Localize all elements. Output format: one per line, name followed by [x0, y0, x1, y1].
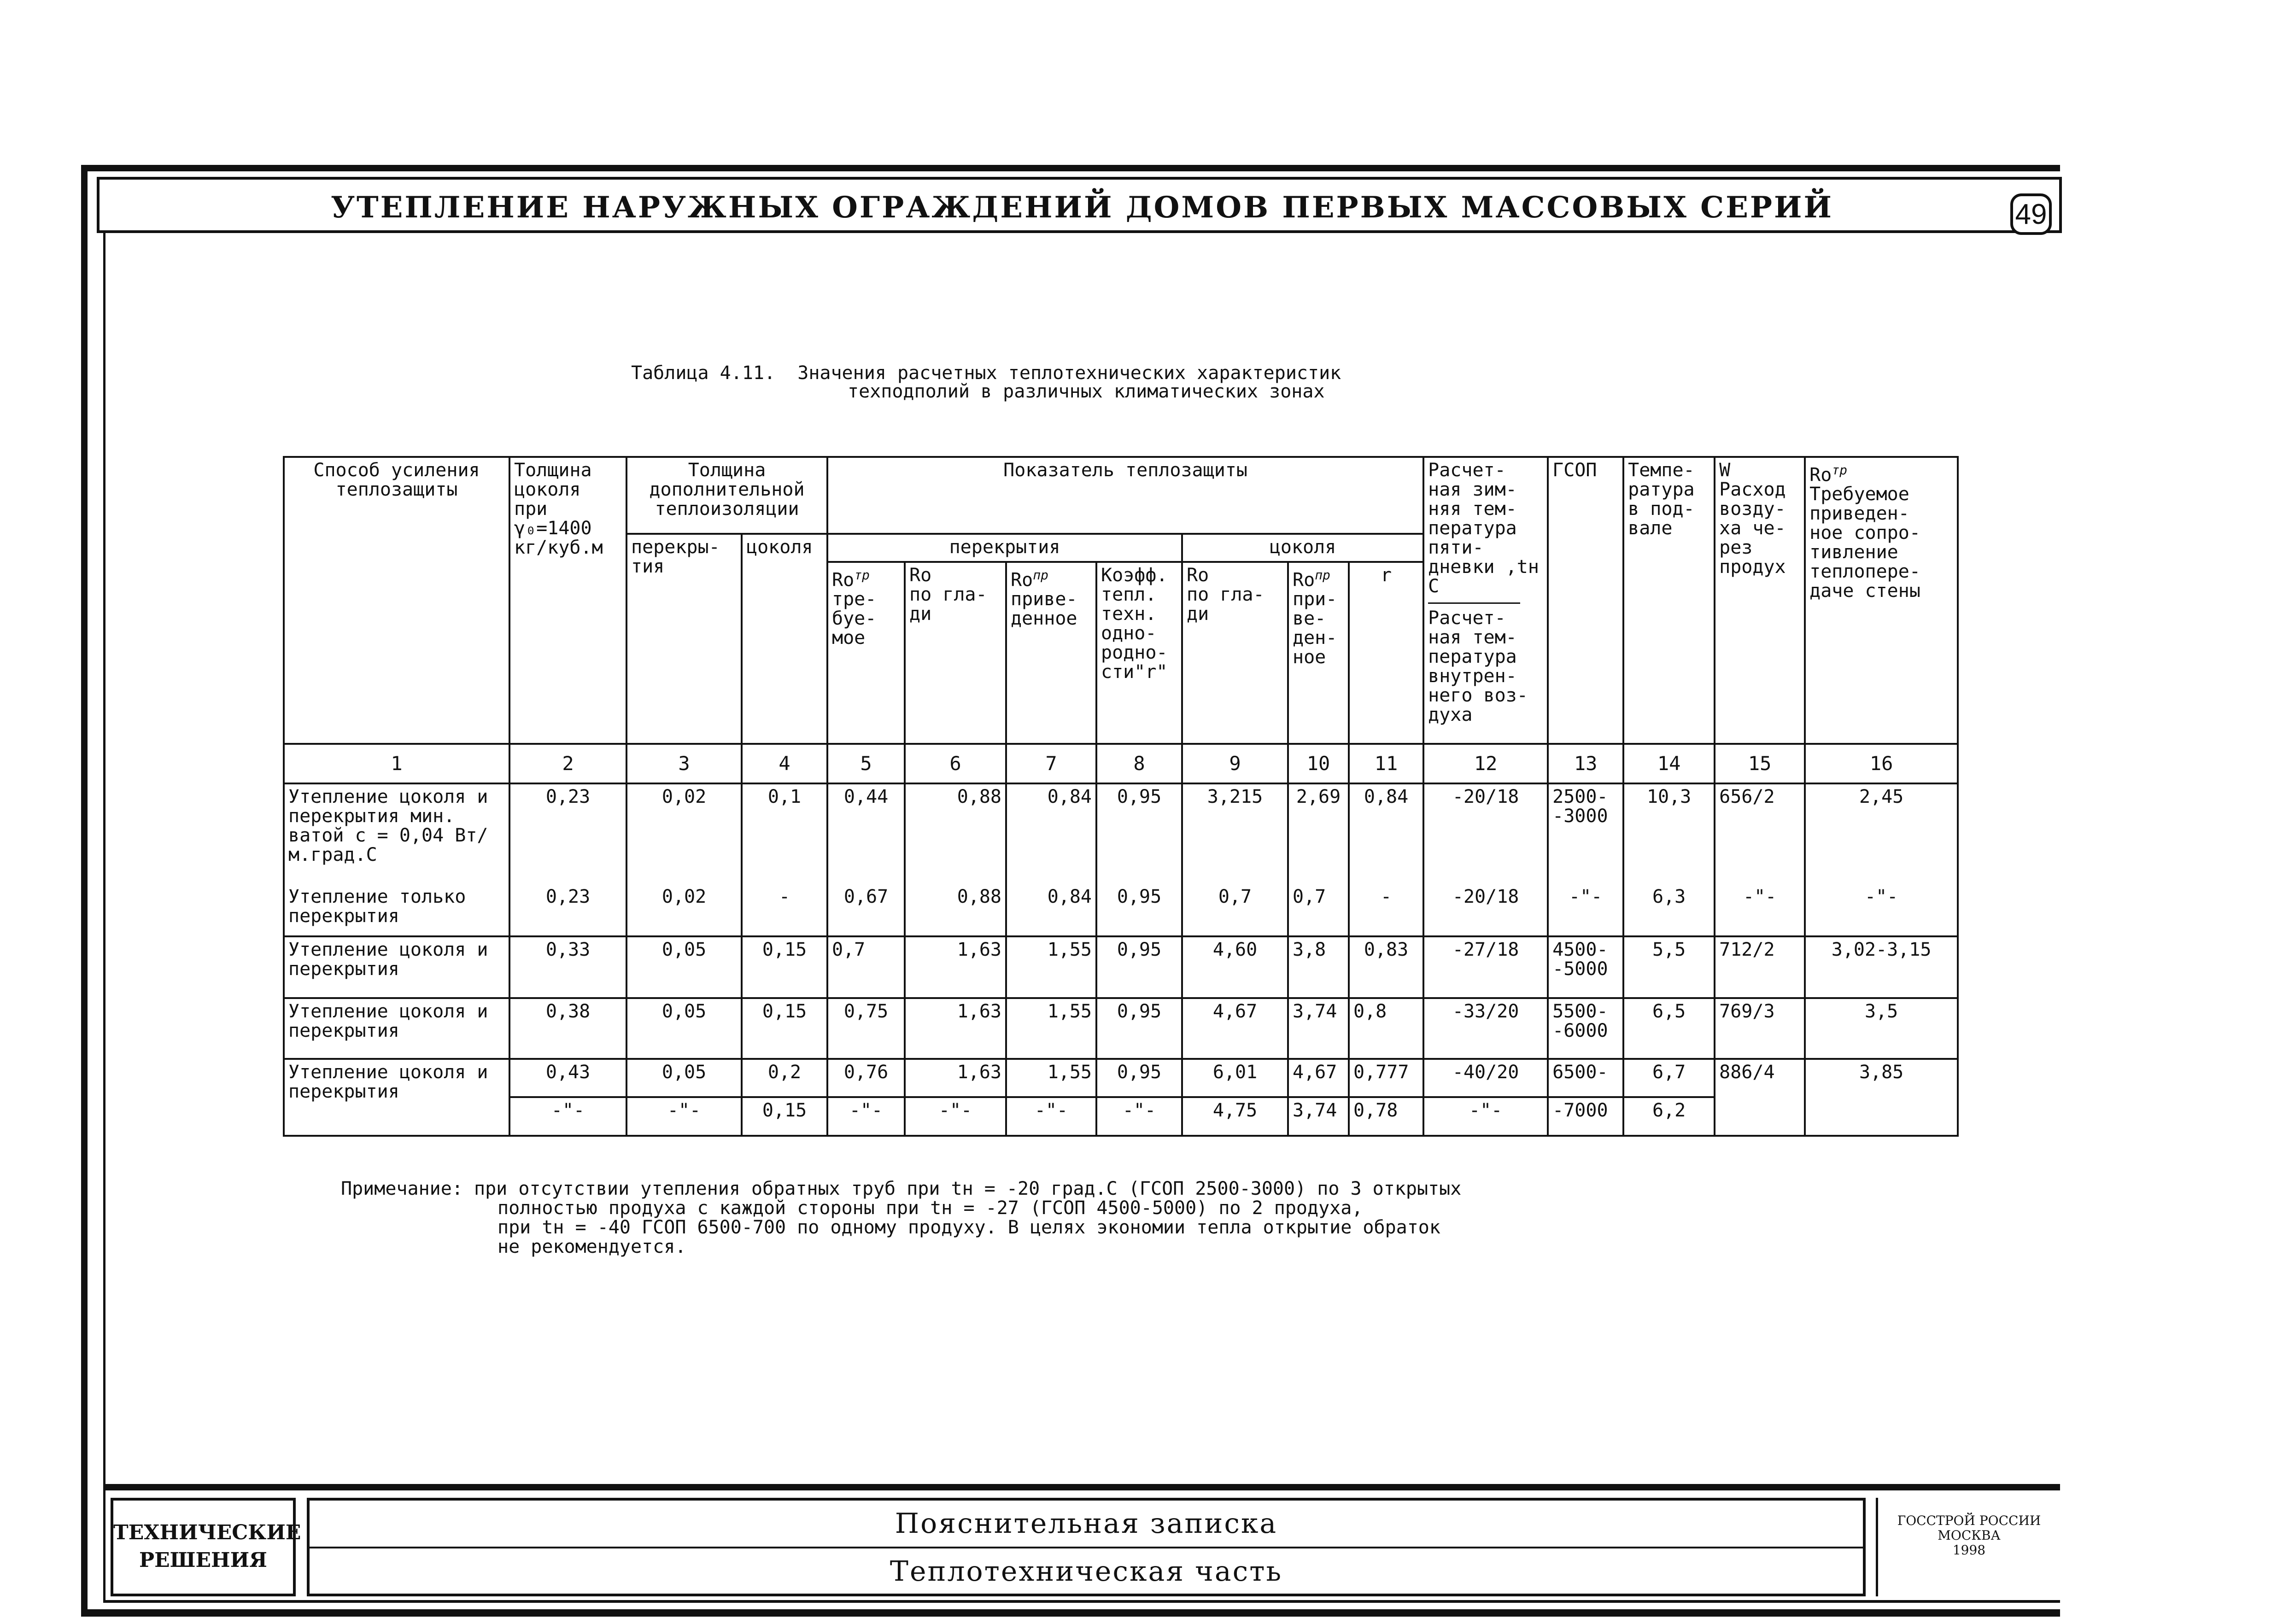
cell: 0,44: [827, 783, 905, 885]
table-row: [284, 936, 1958, 998]
note-line-2: полностью продуха с каждой стороны при tн = -27 (ГСОП 4500-5000) по 2 продуха,: [498, 1198, 1363, 1219]
cell: 0,38: [509, 998, 626, 1059]
cell: 0,43: [509, 1059, 626, 1098]
col-num: 1: [284, 744, 509, 783]
cell: 5500- -6000: [1548, 998, 1623, 1059]
header-air-w: W: [1719, 460, 1731, 481]
cell: 6,3: [1623, 884, 1715, 936]
thermal-table: [283, 456, 1959, 1137]
cell: -"-: [626, 1097, 742, 1136]
cell: 0,33: [509, 936, 626, 998]
cell: -"-: [905, 1097, 1006, 1136]
col-num: 16: [1805, 744, 1958, 783]
cell-method: Утепление цоколя и перекрытия: [284, 936, 509, 998]
cell: -"-: [1096, 1097, 1182, 1136]
cell: 0,78: [1349, 1097, 1423, 1136]
cell: 0,67: [827, 884, 905, 936]
cell: -20/18: [1423, 783, 1548, 885]
cell: 0,15: [742, 936, 827, 998]
header-add-floor: перекры- тия: [626, 534, 742, 744]
col-num: 9: [1182, 744, 1288, 783]
cell: -: [742, 884, 827, 936]
cell: 0,23: [509, 884, 626, 936]
cell: 2,45: [1805, 783, 1958, 885]
column-number-row: [284, 744, 1958, 783]
cell: 2,69: [1288, 783, 1349, 885]
cell: 0,7: [1182, 884, 1288, 936]
cell: 3,215: [1182, 783, 1288, 885]
cell: 0,95: [1096, 998, 1182, 1059]
header-ro-red-sup: пр: [1033, 567, 1048, 583]
col-num: 10: [1288, 744, 1349, 783]
cell: 0,95: [1096, 783, 1182, 885]
cell: 6,01: [1182, 1059, 1288, 1098]
cell: 0,7: [1288, 884, 1349, 936]
header-wall-text: Требуемое приведен- ное сопро- тивление теплопере- даче стены: [1809, 484, 1920, 602]
cell: 1,63: [905, 998, 1006, 1059]
cell: 4,67: [1182, 998, 1288, 1059]
footer-org-line-1: ГОССТРОЙ РОССИИ: [1897, 1513, 2041, 1528]
header-ro-req-text: тре- буе- мое: [832, 589, 877, 649]
table-row: [284, 1097, 1958, 1136]
header-wall: [1805, 457, 1958, 744]
header-ro-plinth-reduced: [1288, 562, 1349, 744]
cell: 5,5: [1623, 936, 1715, 998]
header-ro-plinth-surface: [1182, 562, 1288, 744]
cell: -"-: [1715, 884, 1805, 936]
header-air-text: Расход возду- ха че- рез продух: [1719, 479, 1786, 578]
cell: -7000: [1548, 1097, 1623, 1136]
cell: 0,02: [626, 884, 742, 936]
cell: 0,83: [1349, 936, 1423, 998]
header-ro-surface-text: по гла- ди: [909, 584, 987, 625]
note: [341, 1179, 1461, 1256]
cell: 0,05: [626, 1059, 742, 1098]
cell: 4,67: [1288, 1059, 1349, 1098]
cell: 0,95: [1096, 936, 1182, 998]
cell: 712/2: [1715, 936, 1805, 998]
header-wall-ro-text: Ro: [1809, 464, 1832, 486]
cell: 769/3: [1715, 998, 1805, 1059]
table-caption: [631, 364, 1341, 401]
header-ro-label: Ro: [1293, 569, 1315, 591]
footer-org: [1876, 1498, 2060, 1596]
header-plinth-thickness: Толщина цоколя при γ₀=1400 кг/куб.м: [509, 457, 626, 744]
cell: 0,05: [626, 998, 742, 1059]
cell: 3,74: [1288, 1097, 1349, 1136]
col-num: 8: [1096, 744, 1182, 783]
cell: 0,95: [1096, 1059, 1182, 1098]
cell: 6500-: [1548, 1059, 1623, 1098]
cell: 0,84: [1006, 884, 1096, 936]
cell-method: Утепление цоколя и перекрытия мин. ватой с = 0,04 Вт/м.град.С: [284, 783, 509, 885]
footer-org-line-3: 1998: [1952, 1542, 1986, 1558]
cell: 10,3: [1623, 783, 1715, 885]
col-num: 14: [1623, 744, 1715, 783]
cell: -: [1349, 884, 1423, 936]
cell: 1,55: [1006, 936, 1096, 998]
cell: -"-: [1423, 1097, 1548, 1136]
cell: 0,1: [742, 783, 827, 885]
header-air: [1715, 457, 1805, 744]
footer-left-line-1: ТЕХНИЧЕСКИЕ: [113, 1521, 301, 1544]
header-add-insulation: Толщина дополнительной теплоизоляции: [626, 457, 827, 534]
header-gsop: ГСОП: [1548, 457, 1623, 744]
col-num: 5: [827, 744, 905, 783]
header-protection: Показатель теплозащиты: [827, 457, 1423, 534]
page-title: УТЕПЛЕНИЕ НАРУЖНЫХ ОГРАЖДЕНИЙ ДОМОВ ПЕРВЫХ МАССОВЫХ СЕРИЙ: [331, 190, 1833, 225]
cell: 0,8: [1349, 998, 1423, 1059]
header-ro-label: Ro: [909, 564, 932, 586]
cell: -27/18: [1423, 936, 1548, 998]
cell: 0,88: [905, 783, 1006, 885]
cell: 1,63: [905, 936, 1006, 998]
header-ro-reduced-text: приве- денное: [1011, 589, 1077, 630]
cell: 4,75: [1182, 1097, 1288, 1136]
cell: 2500- -3000: [1548, 783, 1623, 885]
cell: 3,5: [1805, 998, 1958, 1059]
cell: 656/2: [1715, 783, 1805, 885]
cell-method: Утепление цоколя и перекрытия: [284, 1059, 509, 1136]
table-row: [284, 884, 1958, 936]
cell: 0,15: [742, 1097, 827, 1136]
note-label: Примечание:: [341, 1178, 463, 1199]
header-ro-reduced: [1006, 562, 1096, 744]
cell: 0,02: [626, 783, 742, 885]
cell: 3,02-3,15: [1805, 936, 1958, 998]
footer-section-label: [111, 1498, 301, 1596]
cell: 0,05: [626, 936, 742, 998]
header-add-plinth: цоколя: [742, 534, 827, 744]
header-ro-required: [827, 562, 905, 744]
header-ro-label: Ro: [1011, 569, 1033, 591]
header-basement-temp: Темпе- ратура в под- вале: [1623, 457, 1715, 744]
header-r: r: [1349, 562, 1423, 744]
col-num: 2: [509, 744, 626, 783]
footer-title-1: Пояснительная записка: [310, 1501, 1863, 1548]
cell: -"-: [509, 1097, 626, 1136]
footer-org-line-2: МОСКВА: [1938, 1528, 2001, 1543]
table-row: [284, 783, 1958, 885]
header-coef: Коэфф. тепл. техн. одно- родно- сти"r": [1096, 562, 1182, 744]
cell: 4,60: [1182, 936, 1288, 998]
header-prot-plinth: цоколя: [1182, 534, 1423, 562]
cell: -"-: [827, 1097, 905, 1136]
cell: 1,63: [905, 1059, 1006, 1098]
header-ro-plinth-reduced-text: при- ве- ден- ное: [1293, 589, 1337, 668]
cell: 0,23: [509, 783, 626, 885]
footer-title-2: Теплотехническая часть: [890, 1555, 1283, 1588]
col-num: 13: [1548, 744, 1623, 783]
cell: 1,55: [1006, 998, 1096, 1059]
cell: -"-: [1006, 1097, 1096, 1136]
header-box: [97, 177, 2062, 233]
footer-left-line-2: РЕШЕНИЯ: [139, 1548, 267, 1572]
header-ro-label: Ro: [1187, 564, 1209, 586]
col-num: 12: [1423, 744, 1548, 783]
table-row: [284, 998, 1958, 1059]
cell: 0,777: [1349, 1059, 1423, 1098]
page-number: 49: [2010, 193, 2052, 235]
col-num: 15: [1715, 744, 1805, 783]
table-row: [284, 1059, 1958, 1098]
cell: -40/20: [1423, 1059, 1548, 1098]
cell: 4500- -5000: [1548, 936, 1623, 998]
cell: 0,7: [827, 936, 905, 998]
header-ro-req-sup: тр: [854, 567, 870, 583]
col-num: 11: [1349, 744, 1423, 783]
note-line-4: не рекомендуется.: [498, 1236, 686, 1257]
header-wall-ro: [1809, 461, 1953, 485]
cell: -"-: [1805, 884, 1958, 936]
caption-line-1: Таблица 4.11. Значения расчетных теплотехнических характеристик: [631, 362, 1341, 384]
header-temp-inside: Расчет- ная тем- пература внутрен- него воз- духа: [1428, 608, 1528, 725]
note-line-1: при отсутствии утепления обратных труб при tн = -20 град.С (ГСОП 2500-3000) по 3 открытых: [474, 1178, 1462, 1199]
col-num: 4: [742, 744, 827, 783]
header-ro-label: Ro: [832, 569, 855, 591]
cell: 886/4: [1715, 1059, 1805, 1136]
col-num: 7: [1006, 744, 1096, 783]
cell: 3,8: [1288, 936, 1349, 998]
cell: 0,15: [742, 998, 827, 1059]
header-temp-divider: [1428, 602, 1520, 604]
cell: 0,84: [1349, 783, 1423, 885]
header-ro-surface: [905, 562, 1006, 744]
header-prot-floor: перекрытия: [827, 534, 1182, 562]
footer-title-block: [307, 1498, 1866, 1596]
cell: 0,88: [905, 884, 1006, 936]
cell-method: Утепление только перекрытия: [284, 884, 509, 936]
cell: 0,95: [1096, 884, 1182, 936]
cell: 3,85: [1805, 1059, 1958, 1136]
cell: 3,74: [1288, 998, 1349, 1059]
cell: -33/20: [1423, 998, 1548, 1059]
header-ro-plinth-red-sup: пр: [1315, 567, 1330, 583]
col-num: 6: [905, 744, 1006, 783]
cell: -20/18: [1423, 884, 1548, 936]
cell: 6,7: [1623, 1059, 1715, 1098]
footer-divider: [103, 1484, 2060, 1490]
col-num: 3: [626, 744, 742, 783]
cell: 6,5: [1623, 998, 1715, 1059]
cell: 0,2: [742, 1059, 827, 1098]
cell-method: Утепление цоколя и перекрытия: [284, 998, 509, 1059]
header-wall-ro-sup: тр: [1832, 462, 1847, 478]
header-temperature: [1423, 457, 1548, 744]
caption-line-2: техподполий в различных климатических зонах: [848, 381, 1325, 402]
cell: 6,2: [1623, 1097, 1715, 1136]
cell: 0,75: [827, 998, 905, 1059]
cell: 1,55: [1006, 1059, 1096, 1098]
note-line-3: при tн = -40 ГСОП 6500-700 по одному продуху. В целях экономии тепла открытие обраток: [498, 1217, 1440, 1238]
header-ro-plinth-surface-text: по гла- ди: [1187, 584, 1265, 625]
cell: 0,76: [827, 1059, 905, 1098]
header-method: Способ усиления теплозащиты: [284, 457, 509, 744]
cell: -"-: [1548, 884, 1623, 936]
header-temp-winter: Расчет- ная зим- няя тем- пература пяти- дневки ,tн С: [1428, 460, 1539, 597]
cell: 0,84: [1006, 783, 1096, 885]
